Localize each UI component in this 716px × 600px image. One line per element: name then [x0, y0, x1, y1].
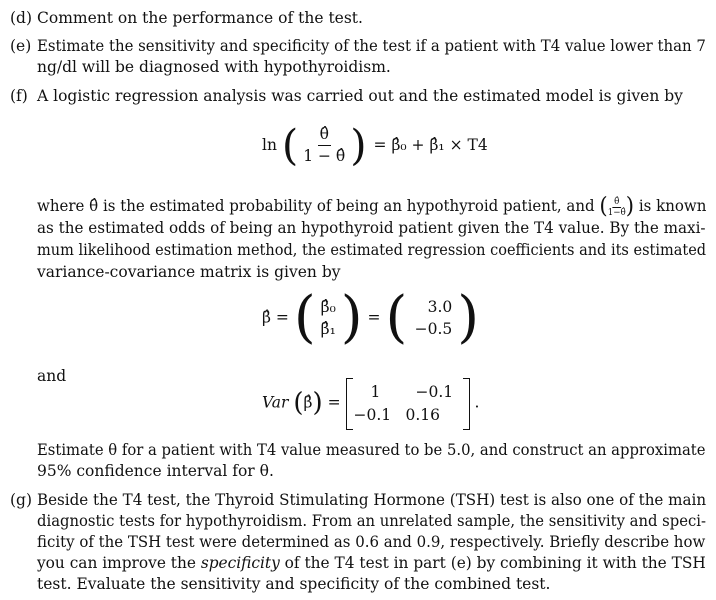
beta0: β̂₀: [320, 298, 336, 316]
item-d-label: (d): [10, 9, 33, 27]
where-line3: mum likelihood estimation method, the estimated regression coefficients and its estimated: [37, 241, 707, 259]
right-paren: ): [350, 120, 367, 170]
item-g-line4: [37, 553, 706, 574]
item-g-line3: ficity of the TSH test were determined as 0.6 and 0.9, respectively. Briefly describe how: [37, 533, 706, 551]
var-symbol: Var: [262, 393, 289, 412]
m22: 0.16: [405, 406, 441, 424]
item-g-line2: diagnostic tests for hypothyroidism. From an unrelated sample, the sensitivity and speci-: [37, 512, 706, 530]
where-line1: [37, 194, 707, 219]
beta1: β̂₁: [320, 320, 336, 338]
odds-denominator: 1 − θ̂: [303, 147, 346, 165]
item-e-label: (e): [10, 37, 32, 55]
small-odds-num: θ̂: [614, 196, 620, 207]
small-odds-den: 1−θ̂: [607, 207, 626, 218]
small-right-paren: ): [625, 194, 635, 219]
item-e-line1: Estimate the sensitivity and specificity of the test if a patient with T4 value lower than 7: [37, 37, 706, 55]
item-g-line4-b: of the T4 test in part (e) by combining it with the TSH: [284, 554, 706, 572]
item-g-line5: test. Evaluate the sensitivity and specificity of the combined test.: [37, 575, 551, 593]
matrix-right-bracket: [463, 378, 470, 430]
values-left-paren: (: [385, 285, 408, 350]
left-paren: (: [281, 120, 299, 170]
ln-symbol: ln: [262, 136, 277, 154]
cov-matrix: [346, 378, 470, 428]
item-g-label: (g): [10, 491, 33, 509]
var-equals: =: [327, 393, 341, 412]
small-odds-fraction: [608, 197, 626, 218]
m11: 1: [370, 383, 381, 401]
where-line4: variance-covariance matrix is given by: [37, 263, 341, 281]
beta-equals: =: [367, 308, 381, 327]
small-left-paren: (: [599, 194, 608, 219]
item-f-intro: A logistic regression analysis was carried out and the estimated model is given by: [37, 87, 683, 105]
where-line1-b: is known: [638, 197, 707, 215]
beta-values: [412, 296, 452, 340]
beta-vector: [321, 296, 336, 340]
odds-fraction: [303, 124, 345, 167]
estimate-line1: Estimate θ for a patient with T4 value measured to be 5.0, and construct an approximate: [37, 441, 706, 459]
item-e-line2: ng/dl will be diagnosed with hypothyroidism.: [37, 58, 391, 76]
m12: −0.1: [415, 383, 454, 401]
item-g-line4-emphasis: specificity: [200, 554, 280, 572]
item-g-line4-a: you can improve the: [37, 554, 196, 572]
var-right-paren: ): [312, 388, 323, 418]
item-g-line1: Beside the T4 test, the Thyroid Stimulating Hormone (TSH) test is also one of the main: [37, 491, 707, 509]
logit-equation: [262, 120, 488, 170]
m21: −0.1: [353, 406, 392, 424]
beta1-value: −0.5: [414, 320, 453, 338]
variance-equation: [262, 378, 479, 428]
beta-lhs: β̂ =: [262, 308, 289, 327]
where-line1-a: where θ̂ is the estimated probability of being an hypothyroid patient, and: [37, 197, 595, 215]
beta-left-paren: (: [293, 285, 316, 350]
item-d-text: Comment on the performance of the test.: [37, 9, 363, 27]
values-right-paren: ): [457, 285, 480, 350]
matrix-left-bracket: [346, 378, 353, 430]
odds-numerator: θ̂: [318, 124, 331, 146]
beta-equation: [262, 285, 480, 350]
var-arg: β̂: [303, 393, 313, 412]
and-text: and: [37, 367, 67, 385]
beta-right-paren: ): [340, 285, 363, 350]
item-f-label: (f): [10, 87, 28, 105]
logit-rhs: = β̂₀ + β̂₁ × T4: [373, 136, 488, 154]
estimate-line2: 95% confidence interval for θ.: [37, 462, 274, 480]
var-left-paren: (: [293, 388, 304, 418]
matrix-period: .: [474, 393, 480, 412]
beta0-value: 3.0: [427, 298, 453, 316]
where-line2: as the estimated odds of being an hypothyroid patient given the T4 value. By the maxi-: [37, 219, 706, 237]
